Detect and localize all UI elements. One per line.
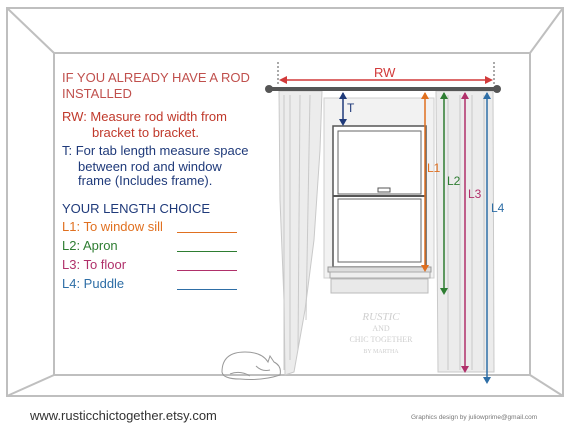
heading-line-1: IF YOU ALREADY HAVE A ROD [62, 70, 250, 85]
option-l4-label: L4: Puddle [62, 276, 125, 291]
rw-label: RW [374, 65, 396, 80]
left-curtain [279, 91, 322, 375]
graphics-credit: Graphics design by juliowprime@gmail.com [411, 414, 538, 421]
heading-line-2: INSTALLED [62, 86, 132, 101]
option-l3-label: L3: To floor [62, 257, 127, 272]
stamp-line-2: AND [372, 324, 390, 333]
t-instruction-line-1: T: For tab length measure space [62, 143, 249, 158]
option-l1-label: L1: To window sill [62, 219, 163, 234]
rw-instruction-line-1: RW: Measure rod width from [62, 109, 227, 124]
stamp-line-1: RUSTIC [362, 311, 400, 323]
t-instruction-line-3: frame (Includes frame). [78, 173, 213, 188]
l4-label: L4 [491, 201, 505, 215]
window [324, 98, 434, 293]
l3-label: L3 [468, 187, 482, 201]
option-l1-blank [177, 232, 237, 233]
shop-url[interactable]: www.rusticchictogether.etsy.com [30, 408, 217, 423]
length-choice-heading: YOUR LENGTH CHOICE [62, 201, 211, 216]
l2-label: L2 [447, 174, 461, 188]
option-l4-blank [177, 289, 237, 290]
stamp-line-4: BY MARTHA [363, 349, 399, 355]
option-l2-label: L2: Apron [62, 238, 118, 253]
stamp-line-3: CHIC TOGETHER [349, 335, 413, 344]
option-l3-blank [177, 270, 237, 271]
t-label: T [347, 101, 355, 115]
option-l2-blank [177, 251, 237, 252]
t-instruction-line-2: between rod and window [78, 159, 222, 174]
watermark-stamp [349, 311, 413, 355]
rw-instruction-line-2: bracket to bracket. [92, 125, 199, 140]
l1-label: L1 [427, 161, 441, 175]
